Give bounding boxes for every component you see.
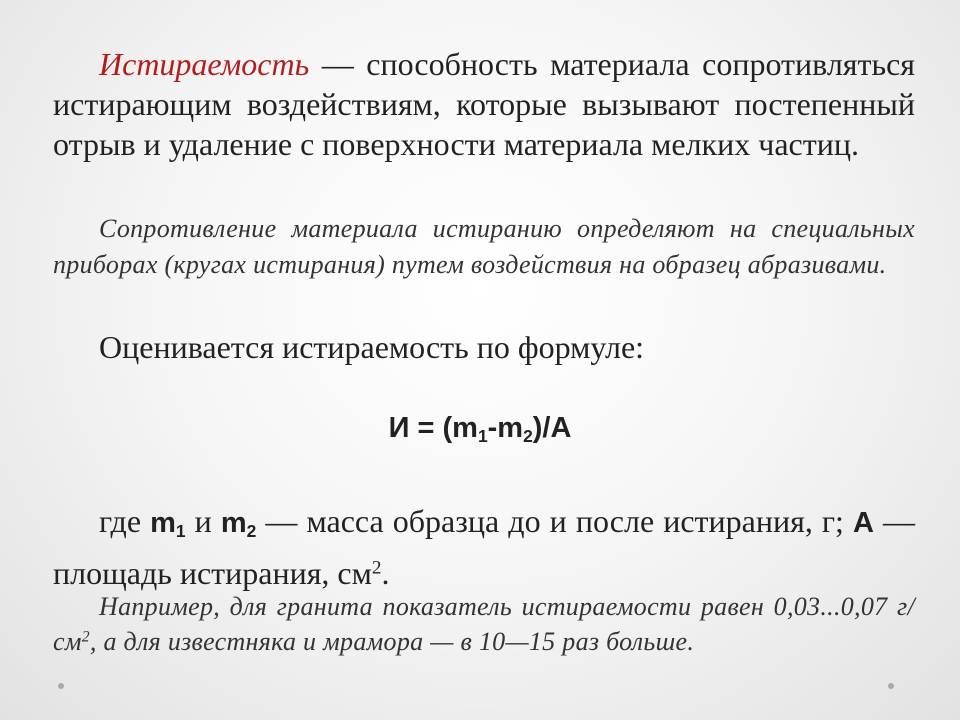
legend-m1 (150, 507, 185, 539)
formula-sub-1: 1 (477, 425, 488, 446)
legend-end: . (381, 554, 390, 591)
decorative-dot-right (888, 683, 894, 689)
definition-text: — способность материала сопротивляться истирающим воздействиям, которые вызывают постепенный отрыв и удаление с поверхности материала мелких частиц. (53, 46, 915, 162)
formula-sub-2: 2 (523, 425, 533, 446)
formula-minus: -m (487, 412, 524, 444)
legend-prefix: где (99, 503, 151, 539)
evaluation-text: Оценивается истираемость по формуле: (99, 329, 645, 365)
legend-m1-symbol: m (150, 507, 176, 539)
example-sup: 2 (81, 628, 90, 646)
definition-paragraph (53, 44, 915, 164)
formula-lhs: И = (m (388, 412, 478, 444)
example-text-2: , а для известняка и мрамора — в 10—15 раз больше. (89, 627, 695, 656)
legend-m2-sub: 2 (246, 520, 257, 541)
legend-a-symbol: A (853, 507, 874, 539)
decorative-dot-left (58, 683, 64, 689)
formula-rhs: )/A (532, 412, 572, 444)
example-note (53, 589, 915, 659)
legend-area-text: — площадь истирания, см (53, 503, 916, 591)
example-text-1: Например, для гранита показатель истираемости равен 0,03...0,07 г/см (53, 592, 915, 656)
legend-m2 (221, 507, 256, 539)
legend-mass-text: — масса образца до и после истирания, г; (256, 503, 853, 539)
abrasion-formula (0, 408, 960, 456)
method-note: Сопротивление материала истиранию определяют на специальных приборах (кругах истирания) путем воздействия на образец абразивами. (53, 214, 915, 279)
definition-term: Истираемость (99, 46, 310, 82)
legend-m1-sub: 1 (175, 520, 186, 541)
legend-m2-symbol: m (220, 507, 247, 539)
legend-area-sup: 2 (371, 557, 382, 579)
formula-legend (53, 500, 915, 594)
legend-and: и (185, 503, 221, 539)
